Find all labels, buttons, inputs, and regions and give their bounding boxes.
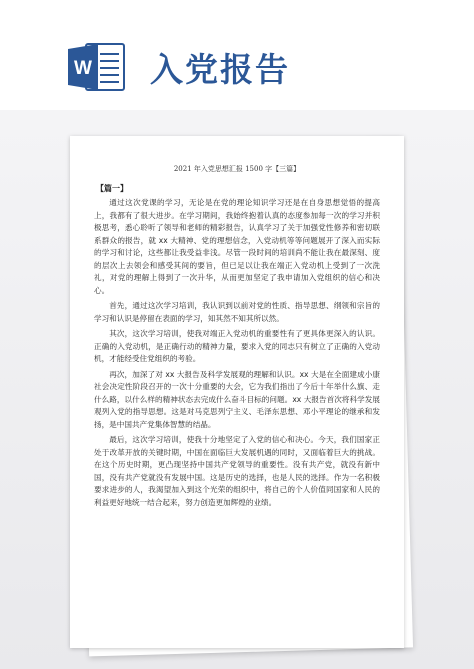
paragraph: 再次，加深了对 xx 大报告及科学发展观的理解和认识。xx 大是在全面建成小康社会决定性阶段召开的一次十分重要的大会，它为我们指出了今后十年举什么旗、走什么路，以什么样的精神状态去完成什么奋斗目标的问题。xx 大报告首次将科学发展观列入党的指导思想。这是对马克思列宁主义、毛泽东思想、邓小平理论的继承和发扬，是中国共产党集体智慧的结晶。: [94, 369, 380, 429]
page-title: 入党报告: [150, 50, 290, 89]
word-document-icon: [68, 42, 126, 92]
word-icon-letter: W: [74, 58, 92, 79]
paragraph: 首先，通过这次学习培训，我认识到以前对党的性质、指导思想、纲领和宗旨的学习和认识是停留在表面的学习，知其然不知其所以然。: [94, 301, 380, 323]
document-title: 2021 年入党思想汇报 1500 字【三篇】: [173, 165, 301, 173]
paragraph: 最后，这次学习培训，使我十分地坚定了入党的信心和决心。今天，我们国家正处于改革开放的关键时期，中国在面临巨大发展机遇的同时，又面临着巨大的挑战。在这个历史时期，更凸现坚持中国共产党领导的重要性。没有共产党，就没有新中国，没有共产党就没有发展中国。这是历史的选择，也是人民的选择。作为一名积极要求进步的人，我渴望加入到这个光荣的组织中，将自己的个人价值同国家和人民的利益更好地统一结合起来，努力创造更加辉煌的业绩。: [94, 435, 380, 507]
section-heading: 【篇一】: [96, 184, 128, 193]
page-header: [0, 0, 474, 110]
document-page: [70, 136, 404, 648]
paragraph: 其次，这次学习培训，使我对端正入党动机的重要性有了更具体更深入的认识。正确的入党动机，是正确行动的精神力量，要求入党的同志只有树立了正确的入党动机，才能经受住党组织的考验。: [94, 329, 380, 363]
paragraph: 通过这次党课的学习，无论是在党的理论知识学习还是在自身思想觉悟的提高上，我都有了很大进步。在学习期间，我始终抱着认真的态度参加每一次的学习并积极思考，悉心聆听了领导和老师的精彩报告，认真学习了关于加强党性修养和密切联系群众的报告，就 xx 大精神、党的理想信念，入党动机等等问题展开了深入而实际的学习和讨论，这些都让我受益非浅。尽管一段时间的培训尚不能让我在最深刻、度的层次上去领会和感受其间的要旨，但已足以让我在端正入党动机上受到了一次洗礼，对党的理解上得到了一次升华，从而更加坚定了我申请加入党组织的信心和决心。: [94, 198, 380, 295]
